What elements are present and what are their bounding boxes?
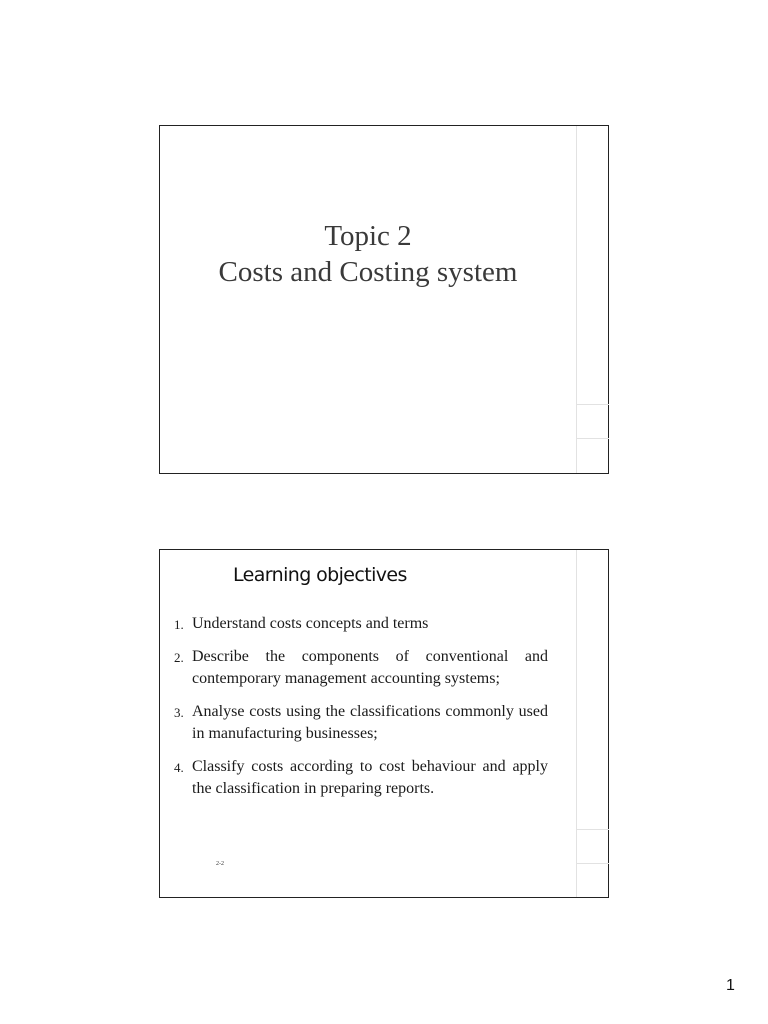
title-line-1: Topic 2 <box>324 220 412 252</box>
item-number: 4. <box>174 760 184 775</box>
item-text: Describe the components of conventional and contemporary management accounting systems; <box>192 648 548 687</box>
slide-learning-objectives <box>159 549 609 898</box>
slide-number: 2-2 <box>216 861 224 867</box>
item-text: Analyse costs using the classifications commonly used in manufacturing businesses; <box>192 703 548 742</box>
item-number: 1. <box>174 617 184 632</box>
item-number: 2. <box>174 650 184 665</box>
objectives-list <box>174 613 548 811</box>
page-number: 1 <box>726 977 735 994</box>
list-item <box>174 756 548 800</box>
list-item <box>174 613 548 635</box>
slide-title <box>160 218 576 290</box>
item-text: Classify costs according to cost behaviour and apply the classification in preparing reports. <box>192 758 548 797</box>
notes-guide-box <box>576 829 609 864</box>
item-text: Understand costs concepts and terms <box>192 615 429 632</box>
list-item <box>174 701 548 745</box>
list-item <box>174 646 548 690</box>
slide-topic-2 <box>159 125 609 474</box>
slide-heading: Learning objectives <box>233 564 407 586</box>
title-line-2: Costs and Costing system <box>218 256 518 288</box>
notes-guide-box <box>576 404 609 439</box>
item-number: 3. <box>174 705 184 720</box>
